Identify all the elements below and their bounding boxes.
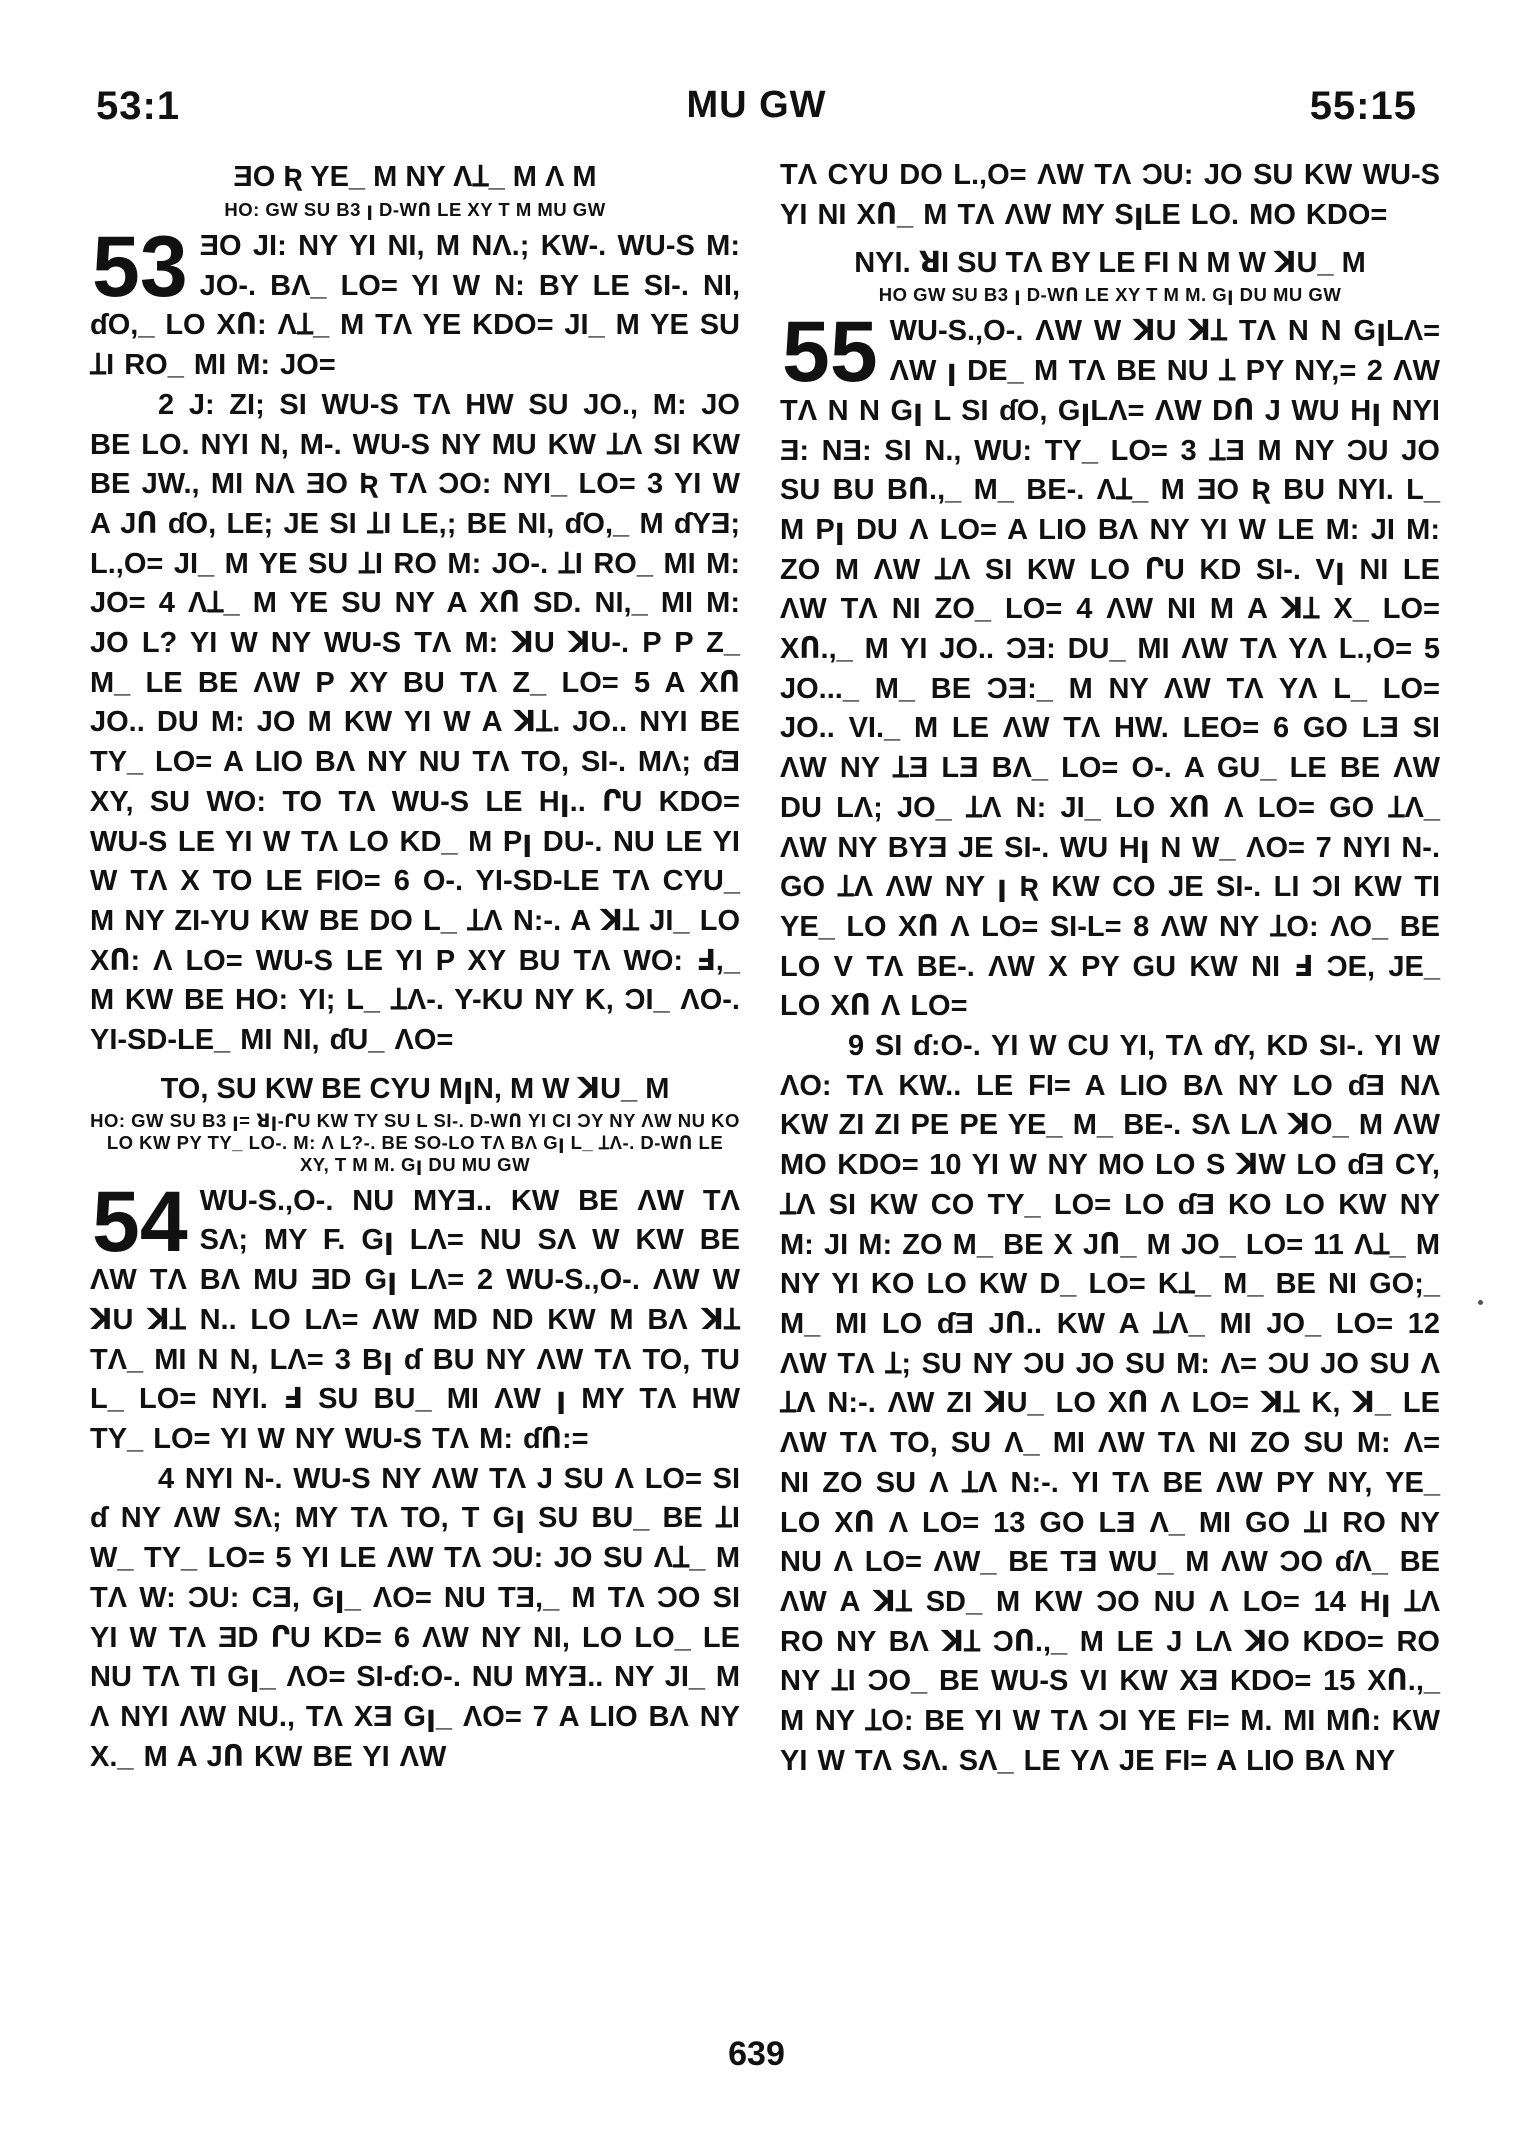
print-speck bbox=[1478, 1300, 1483, 1305]
page-number: 639 bbox=[728, 2035, 785, 2073]
chapter-number-55: 55 bbox=[782, 304, 878, 401]
chapter-53-text-1: ƎO JI: NY YI NI, M NɅ.; KW-. WU-S M: JO-. BɅ_ LO= YI W N: BY LE SI-. NI, ɗO,_ LO XՈ: ɅꞱ_ M TɅ YE KDO= JI_ M YE SU ꞱI RO_ MI M: JO= bbox=[90, 230, 740, 382]
chapter-number-54: 54 bbox=[92, 1173, 188, 1270]
chapter-54-continuation: TɅ CYU DO L.,O= ɅW TɅ ƆU: JO SU KW WU-S YI NI XՈ_ M TɅ ɅW MY SꞁLE LO. MO KDO= bbox=[780, 159, 1440, 231]
chapter-54-text-2: 4 NYI N-. WU-S NY ɅW TɅ J SU Ʌ LO= SI ɗ NY ɅW SɅ; MY TɅ TO, T Gꞁ SU BU_ BE ꞱI W_ TY_ LO= 5 YI LE ɅW TɅ ƆU: JO SU ɅꞱ_ M TɅ W: ƆU: CƎ, Gꞁ_ ɅO= NU TƎ,_ M TɅ ƆO SI YI W TɅ ƎD ՐU KD= 6 ɅW NY NI, LO LO_ LE NU TɅ TI Gꞁ_ ɅO= SI-ɗ:O-. NU MYƎ.. NY JI_ M Ʌ NYI ɅW NU., TɅ XƎ Gꞁ_ ɅO= 7 A LIO BɅ NY X._ M A JՈ KW BE YI ɅW bbox=[90, 1462, 740, 1773]
section-subtitle-53: HO: GW SU B3 ꞁ D-WՈ LE XY T M MU GW bbox=[224, 199, 606, 220]
section-subtitle-54: HO: GW SU B3 ꞁ= ꓤꞁ-ՐU KW TY SU L SI-. D-WՈ YI CI ƆY NY ɅW NU KO LO KW PY TY_ LO-. M: Ʌ L?-. BE SO-LO TɅ BɅ Gꞁ L_ ꞱɅ-. D-WՈ LE XY, T M M. Gꞁ DU MU GW bbox=[90, 1109, 740, 1175]
chapter-54-text-1: WU-S.,O-. NU MYƎ.. KW BE ɅW TɅ SɅ; MY F. Gꞁ LɅ= NU SɅ W KW BE ɅW TɅ BɅ MU ƎD Gꞁ LɅ= 2 WU-S.,O-. ɅW W ꓘU ꓘꞱ N.. LO LɅ= ɅW MD ND KW M BɅ ꓘꞱ TɅ_ MI N N, LɅ= 3 Bꞁ ɗ BU NY ɅW TɅ TO, TU L_ LO= NYI. Ⅎ SU BU_ MI ɅW ꞁ MY TɅ HW TY_ LO= YI W NY WU-S TɅ M: ɗՈ:= bbox=[90, 1184, 740, 1455]
left-column bbox=[90, 156, 740, 1777]
chapter-54-paragraph bbox=[90, 1173, 740, 1460]
section-title-54: TO, SU KW BE CYU MꞁN, M W ꓘU_ M bbox=[160, 1072, 670, 1105]
section-title-53: ƎO Ʀ YE_ M NY ɅꞱ_ M Ʌ M bbox=[233, 161, 597, 193]
chapter-55-text-2: 9 SI ɗ:O-. YI W CU YI, TɅ ɗY, KD SI-. YI W ɅO: TɅ KW.. LE FI= A LIO BɅ NY LO ɗƎ NɅ KW ZI ZI PE PE YE_ M_ BE-. SɅ LɅ ꓘO_ M ɅW MO KDO= 10 YI W NY MO LO S ꓘW LO ɗƎ CY, ꞱɅ SI KW CO TY_ LO= LO ɗƎ KO LO KW NY M: JI M: ZO M_ BE X JՈ_ M JO_ LO= 11 ɅꞱ_ M NY YI KO LO KW D_ LO= KꞱ_ M_ BE NI GO;_ M_ MI LO ɗƎ JՈ.. KW A ꞱɅ_ MI JO_ LO= 12 ɅW TɅ Ʇ; SU NY ƆU JO SU M: Ʌ= ƆU JO SU Ʌ ꞱɅ N:-. ɅW ZI ꓘU_ LO XՈ Ʌ LO= ꓘꞱ K, ꓘ_ LE ɅW TɅ TO, SU Ʌ_ MI ɅW TɅ NI ZO SU M: Ʌ= NI ZO SU Ʌ ꞱɅ N:-. YI TɅ BE ɅW PY NY, YE_ LO XՈ Ʌ LO= 13 GO LƎ Ʌ_ MI GO ꞱI RO NY NU Ʌ LO= ɅW_ BE TƎ WU_ M ɅW ƆO ɗɅ_ BE ɅW A ꓘꞱ SD_ M KW ƆO NU Ʌ LO= 14 Hꞁ ꞱɅ RO NY BɅ ꓘꞱ ƆՈ.,_ M LE J LɅ ꓘO KDO= RO NY ꞱI ƆO_ BE WU-S VI KW XƎ KDO= 15 XՈ.,_ M NY ꞱO: BE YI W TɅ ƆI YE FI= M. MI MՈ: KW YI W TɅ SɅ. SɅ_ LE YɅ JE FI= A LIO BɅ NY bbox=[780, 1030, 1440, 1777]
header-book-title: MU GW bbox=[686, 84, 827, 126]
section-subtitle-55: HO GW SU B3 ꞁ D-WՈ LE XY T M M. Gꞁ DU MU GW bbox=[878, 284, 1342, 306]
right-column bbox=[780, 156, 1440, 1781]
chapter-53-text-2: 2 J: ZI; SI WU-S TɅ HW SU JO., M: JO BE LO. NYI N, M-. WU-S NY MU KW ꞱɅ SI KW BE JW., MI NɅ ƎO Ʀ TɅ ƆO: NYI_ LO= 3 YI W A JՈ ɗO, LE; JE SI ꞱI LE,; BE NI, ɗO,_ M ɗYƎ; L.,O= JI_ M YE SU ꞱI RO M: JO-. ꞱI RO_ MI M: JO= 4 ɅꞱ_ M YE SU NY A XՈ SD. NI,_ MI M: JO L? YI W NY WU-S TɅ M: ꓘU ꓘU-. P P Z_ M_ LE BE ɅW P XY BU TɅ Z_ LO= 5 A XՈ JO.. DU M: JO M KW YI W A ꓘꞱ. JO.. NYI BE TY_ LO= A LIO BɅ NY NU TɅ TO, SI-. MɅ; ɗƎ XY, SU WO: TO TɅ WU-S LE Hꞁ.. ՐU KDO= WU-S LE YI W TɅ LO KD_ M Pꞁ DU-. NU LE YI W TɅ X TO LE FIO= 6 O-. YI-SD-LE TɅ CYU_ M NY ZI-YU KW BE DO L_ ꞱɅ N:-. A ꓘꞱ JI_ LO XՈ: Ʌ LO= WU-S LE YI P XY BU TɅ WO: Ⅎ,_ M KW BE HO: YI; L_ ꞱɅ-. Y-KU NY K, ƆI_ ɅO-. YI-SD-LE_ MI NI, ɗU_ ɅO= bbox=[90, 388, 740, 1057]
chapter-number-53: 53 bbox=[92, 219, 188, 315]
header-chapter-start: 53:1 bbox=[96, 84, 181, 128]
chapter-53-paragraph bbox=[90, 219, 740, 386]
chapter-55-paragraph bbox=[780, 304, 1440, 1027]
section-title-55: NYI. ꓤI SU TɅ BY LE FI N M W ꓘU_ M bbox=[854, 247, 1366, 280]
header-chapter-end: 55:15 bbox=[1309, 84, 1417, 128]
chapter-55-text-1: WU-S.,O-. ɅW W ꓘU ꓘꞱ TɅ N N GꞁLɅ= ɅW ꞁ DE_ M TɅ BE NU Ʇ PY NY,= 2 ɅW TɅ N N Gꞁ L SI ɗO, GꞁLɅ= ɅW DՈ J WU Hꞁ NYI Ǝ: NƎ: SI N., WU: TY_ LO= 3 ꞱƎ M NY ƆU JO SU BU BՈ.,_ M_ BE-. ɅꞱ_ M ƎO Ʀ BU NYI. L_ M Pꞁ DU Ʌ LO= A LIO BɅ NY YI W LE M: JI M: ZO M ɅW ꞱɅ SI KW LO ՐU KD SI-. Vꞁ NI LE ɅW TɅ NI ZO_ LO= 4 ɅW NI M A ꓘꞱ X_ LO= XՈ.,_ M YI JO.. ƆƎ: DU_ MI ɅW TɅ YɅ L.,O= 5 JO..._ M_ BE ƆƎ:_ M NY ɅW TɅ YɅ L_ LO= JO.. VI._ M LE ɅW TɅ HW. LEO= 6 GO LƎ SI ɅW NY ꞱƎ LƎ BɅ_ LO= O-. A GU_ LE BE ɅW DU LɅ; JO_ ꞱɅ N: JI_ LO XՈ Ʌ LO= GO ꞱɅ_ ɅW NY BYƎ JE SI-. WU Hꞁ N W_ ɅO= 7 NYI N-. GO ꞱɅ ɅW NY ꞁ Ʀ KW CO JE SI-. LI ƆI KW TI YE_ LO XՈ Ʌ LO= SI-L= 8 ɅW NY ꞱO: ɅO_ BE LO V TɅ BE-. ɅW X PY GU KW NI Ⅎ ƆE, JE_ LO XՈ Ʌ LO= bbox=[780, 315, 1440, 1023]
